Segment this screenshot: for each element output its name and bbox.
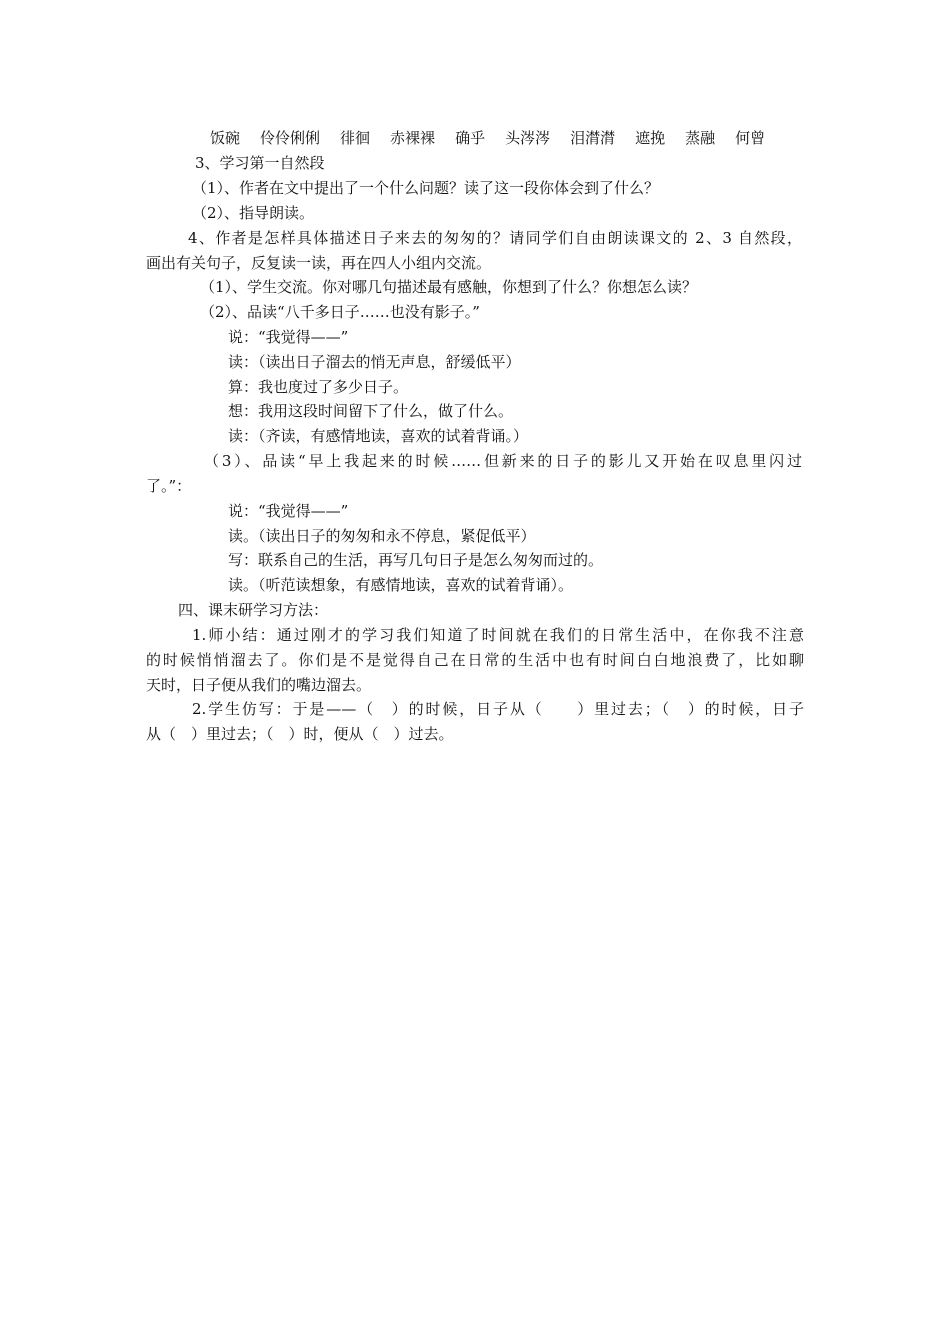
- section-heading: 4、作者是怎样具体描述日子来去的匆匆的？请同学们自由朗读课文的 2、3 自然段，: [188, 229, 802, 247]
- text-line: 2.学生仿写：于是——（ ）的时候，日子从（ ）里过去；（ ）的时候，日子: [192, 700, 804, 718]
- text-line: 的时候悄悄溜去了。你们是不是觉得自己在日常的生活中也有时间白白地浪费了，比如聊: [146, 651, 804, 669]
- vocab-word: 头涔涔: [505, 129, 551, 147]
- section-heading: 3、学习第一自然段: [195, 154, 325, 172]
- text-line: （3）、品读“早上我起来的时候……但新来的日子的影儿又开始在叹息里闪过: [204, 452, 802, 470]
- vocab-word: 何曾: [735, 129, 766, 147]
- text-line: 读。（听范读想象，有感情地读，喜欢的试着背诵）。: [228, 576, 574, 594]
- vocab-word: 饭碗: [210, 129, 241, 147]
- vocab-word: 泪潸潸: [570, 129, 616, 147]
- question-line: （1）、作者在文中提出了一个什么问题？读了这一段你体会到了什么？: [192, 179, 660, 197]
- text-line: 画出有关句子，反复读一读，再在四人小组内交流。: [146, 254, 492, 272]
- text-line: 说：“我觉得——”: [228, 502, 349, 520]
- text-line: 写：联系自己的生活，再写几句日子是怎么匆匆而过的。: [228, 551, 604, 569]
- text-line: （2）、指导朗读。: [192, 204, 315, 222]
- text-line: （2）、品读“八千多日子……也没有影子。”: [200, 303, 480, 321]
- text-line: 天时，日子便从我们的嘴边溜去。: [146, 676, 372, 694]
- text-line: 想：我用这段时间留下了什么，做了什么。: [228, 402, 514, 420]
- vocabulary-line: [210, 126, 785, 150]
- text-line: 读：（齐读，有感情地读，喜欢的试着背诵。）: [228, 427, 529, 445]
- text-line: 1.师小结：通过刚才的学习我们知道了时间就在我们的日常生活中，在你我不注意: [192, 626, 804, 644]
- vocab-word: 赤裸裸: [390, 129, 436, 147]
- text-line: 从（ ）里过去；（ ）时，便从（ ）过去。: [146, 725, 454, 743]
- vocab-word: 蒸融: [685, 129, 716, 147]
- vocab-word: 确乎: [455, 129, 486, 147]
- vocab-word: 伶伶俐俐: [260, 129, 321, 147]
- vocab-word: 遮挽: [635, 129, 666, 147]
- section-heading: 四、课末研学习方法：: [178, 601, 329, 619]
- text-line: 算：我也度过了多少日子。: [228, 378, 409, 396]
- text-line: 读。（读出日子的匆匆和永不停息，紧促低平）: [228, 527, 536, 545]
- text-line: 读：（读出日子溜去的悄无声息，舒缓低平）: [228, 353, 521, 371]
- vocab-word: 徘徊: [340, 129, 371, 147]
- text-line: 说：“我觉得——”: [228, 328, 349, 346]
- text-line: （1）、学生交流。你对哪几句描述最有感触，你想到了什么？你想怎么读？: [200, 278, 698, 296]
- text-line: 了。”：: [146, 477, 192, 495]
